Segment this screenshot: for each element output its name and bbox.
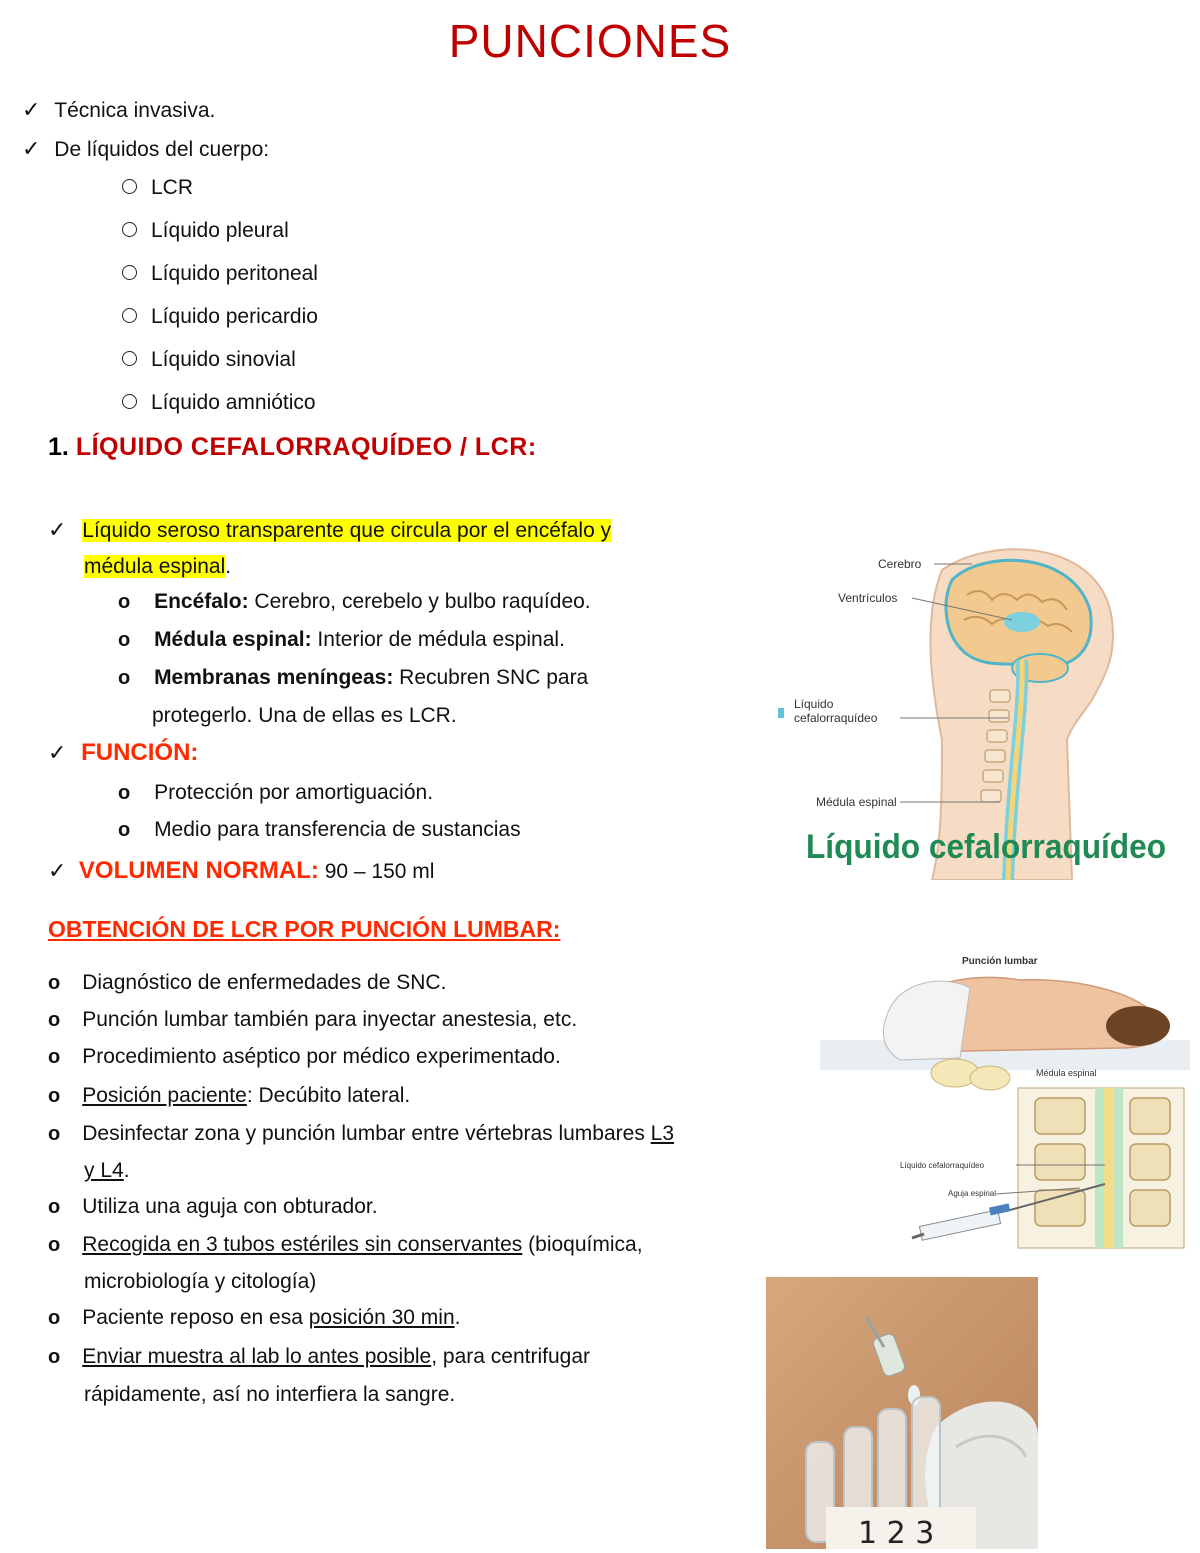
bullet-o-icon: o <box>48 1234 61 1256</box>
list-item: o Desinfectar zona y punción lumbar entre vértebras lumbares L3 <box>48 1122 675 1145</box>
list-item: Líquido peritoneal <box>122 260 318 303</box>
figure-label-cefalorraquideo: cefalorraquídeo <box>794 711 878 725</box>
csf-collection-illustration <box>766 1277 1038 1549</box>
csf-collection-photo <box>766 1277 1038 1549</box>
function-item: o Medio para transferencia de sustancias <box>118 818 521 841</box>
bullet-o-icon: o <box>118 591 131 613</box>
circle-bullet-icon <box>122 394 137 409</box>
definition-bullet: ✓ Líquido seroso transparente que circula por el encéfalo y <box>48 517 612 542</box>
bullet-o-icon: o <box>118 819 131 841</box>
figure-label-ventriculos: Ventrículos <box>838 591 898 605</box>
checkmark-icon: ✓ <box>22 136 41 161</box>
figure-label-liquido: Líquido <box>794 697 834 711</box>
csf-anatomy-illustration <box>772 540 1172 880</box>
circle-bullet-icon <box>122 222 137 237</box>
list-item: o Procedimiento aséptico por médico experimentado. <box>48 1045 561 1068</box>
list-item: Líquido pericardio <box>122 303 318 346</box>
bullet-o-icon: o <box>48 1307 61 1329</box>
intro-bullet-2: ✓ De líquidos del cuerpo: <box>22 136 270 161</box>
bullet-o-icon: o <box>118 667 131 689</box>
list-item: LCR <box>122 174 318 217</box>
section2-heading: OBTENCIÓN DE LCR POR PUNCIÓN LUMBAR: <box>48 916 561 942</box>
bullet-o-icon: o <box>48 1085 61 1107</box>
figure-label-medula: Médula espinal <box>816 795 897 809</box>
bullet-o-icon: o <box>48 972 61 994</box>
list-item: o Punción lumbar también para inyectar anestesia, etc. <box>48 1008 578 1031</box>
definition-bullet-line2: médula espinal. <box>84 555 232 578</box>
figure-label-puncion: Punción lumbar <box>962 956 1038 967</box>
page-title: PUNCIONES <box>448 15 732 67</box>
figure-label-aguja: Aguja espinal <box>948 1189 997 1198</box>
checkmark-icon: ✓ <box>48 858 67 883</box>
function-heading: ✓ FUNCIÓN: <box>48 739 199 766</box>
circle-bullet-icon <box>122 179 137 194</box>
lumbar-puncture-illustration <box>820 948 1190 1254</box>
list-item: Líquido amniótico <box>122 389 318 432</box>
part-item: o Médula espinal: Interior de médula espinal. <box>118 628 565 651</box>
checkmark-icon: ✓ <box>48 740 67 765</box>
circle-bullet-icon <box>122 308 137 323</box>
part-item: o Encéfalo: Cerebro, cerebelo y bulbo raquídeo. <box>118 590 591 613</box>
list-item: o Utiliza una aguja con obturador. <box>48 1195 378 1218</box>
figure-label-medula-2: Médula espinal <box>1036 1068 1097 1078</box>
list-item-continuation: rápidamente, así no interfiera la sangre. <box>84 1383 456 1406</box>
list-item: o Posición paciente: Decúbito lateral. <box>48 1084 411 1107</box>
circle-bullet-icon <box>122 351 137 366</box>
list-item: o Diagnóstico de enfermedades de SNC. <box>48 971 447 994</box>
list-item-continuation: microbiología y citología) <box>84 1270 317 1293</box>
bullet-o-icon: o <box>48 1046 61 1068</box>
legend-swatch <box>778 708 784 718</box>
bullet-o-icon: o <box>48 1196 61 1218</box>
list-item-continuation: y L4. <box>84 1159 130 1182</box>
bullet-o-icon: o <box>48 1346 61 1368</box>
volume-line: ✓ VOLUMEN NORMAL: 90 – 150 ml <box>48 857 435 884</box>
list-item: o Enviar muestra al lab lo antes posible, para centrifugar <box>48 1345 591 1368</box>
figure-caption: Líquido cefalorraquídeo <box>806 828 1166 866</box>
csf-anatomy-figure <box>772 540 1172 880</box>
lumbar-puncture-figure <box>820 948 1190 1254</box>
circle-bullet-icon <box>122 265 137 280</box>
list-item: o Paciente reposo en esa posición 30 min. <box>48 1306 461 1329</box>
bullet-o-icon: o <box>118 629 131 651</box>
checkmark-icon: ✓ <box>48 517 67 542</box>
part-item: o Membranas meníngeas: Recubren SNC para <box>118 666 589 689</box>
figure-label-lcr: Líquido cefalorraquídeo <box>900 1161 985 1170</box>
bullet-o-icon: o <box>118 782 131 804</box>
list-item: Líquido pleural <box>122 217 318 260</box>
bullet-o-icon: o <box>48 1009 61 1031</box>
figure-label-cerebro: Cerebro <box>878 557 922 571</box>
bullet-o-icon: o <box>48 1123 61 1145</box>
function-item: o Protección por amortiguación. <box>118 781 434 804</box>
part-item-continuation: protegerlo. Una de ellas es LCR. <box>152 704 457 727</box>
list-item: o Recogida en 3 tubos estériles sin conservantes (bioquímica, <box>48 1233 643 1256</box>
fluids-list <box>122 174 318 432</box>
list-item: Líquido sinovial <box>122 346 318 389</box>
section1-heading: 1. LÍQUIDO CEFALORRAQUÍDEO / LCR: <box>48 433 537 461</box>
checkmark-icon: ✓ <box>22 97 41 122</box>
intro-bullet-1: ✓ Técnica invasiva. <box>22 97 216 122</box>
tube-numbers: 1 2 3 <box>858 1516 935 1549</box>
